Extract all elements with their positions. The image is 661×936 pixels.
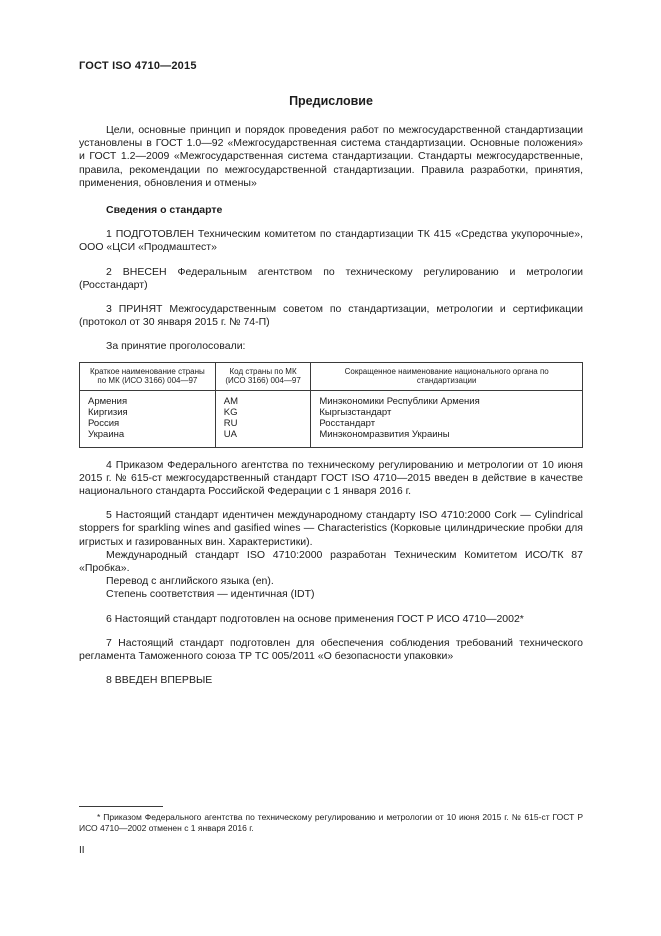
cell-code: UA <box>215 429 311 447</box>
standard-info-item-5-translation: Перевод с английского языка (en). <box>106 575 274 588</box>
voting-intro-line: За принятие проголосовали: <box>106 340 246 353</box>
table-header-row <box>80 362 583 390</box>
voting-table <box>79 362 583 448</box>
cell-country: Украина <box>80 429 216 447</box>
table-row <box>80 407 583 418</box>
footnote-block <box>79 806 583 834</box>
table-row <box>80 390 583 407</box>
footnote-divider <box>79 806 163 807</box>
standard-info-item-3: 3 ПРИНЯТ Межгосударственным советом по стандартизации, метрологии и сертификации (протокол от 30 января 2015 г. № 74-П) <box>79 303 583 329</box>
standard-info-item-5-developer: Международный стандарт ISO 4710:2000 разработан Техническим Комитетом ИСО/ТК 87 «Пробка». <box>79 548 583 575</box>
standard-info-item-6: 6 Настоящий стандарт подготовлен на основе применения ГОСТ Р ИСО 4710—2002* <box>106 612 524 625</box>
cell-body: Росстандарт <box>311 418 583 429</box>
page-number: II <box>79 845 85 856</box>
standard-info-item-4: 4 Приказом Федерального агентства по техническому регулированию и метрологии от 10 июня 2015 г. № 615-ст межгосударственный стандарт ГОСТ ISO 4710—2015 введен в действие в качестве национального стандарта Российской Федерации с 1 января 2016 г. <box>79 458 583 498</box>
document-content <box>79 60 583 687</box>
footnote-text: * Приказом Федерального агентства по техническому регулированию и метрологии от 10 июня 2015 г. № 615-ст ГОСТ Р ИСО 4710—2002 отменен с 1 января 2016 г. <box>79 812 583 833</box>
table-header-national-body: Сокращенное наименование национального органа по стандартизации <box>311 362 583 390</box>
table-row <box>80 429 583 447</box>
standard-info-item-5-conformity: Степень соответствия — идентичная (IDT) <box>106 588 315 601</box>
standard-info-item-8: 8 ВВЕДЕН ВПЕРВЫЕ <box>106 674 213 687</box>
cell-body: Минэкономики Республики Армения <box>311 390 583 407</box>
cell-body: Кыргызстандарт <box>311 407 583 418</box>
cell-code: RU <box>215 418 311 429</box>
voting-table-head <box>80 362 583 390</box>
cell-country: Армения <box>80 390 216 407</box>
table-header-country-code: Код страны по МК (ИСО 3166) 004—97 <box>215 362 311 390</box>
cell-code: KG <box>215 407 311 418</box>
cell-body: Минэкономразвития Украины <box>311 429 583 447</box>
cell-country: Россия <box>80 418 216 429</box>
cell-country: Киргизия <box>80 407 216 418</box>
standard-info-item-7: 7 Настоящий стандарт подготовлен для обеспечения соблюдения требований технического регламента Таможенного союза ТР ТС 005/2011 «О безопасности упаковки» <box>79 636 583 663</box>
voting-table-body <box>80 390 583 447</box>
page-title: Предисловие <box>289 94 373 108</box>
foreword-intro-paragraph: Цели, основные принцип и порядок проведения работ по межгосударственной стандартизации установлены в ГОСТ 1.0—92 «Межгосударственная система стандартизации. Основные положения» и ГОСТ 1.2—2009 «Межгосударственная система стандартизации. Стандарты межгосударственные, правила, рекомендации по межгосударственной стандартизации. Правила разработки, принятия, применения, обновления и отмены» <box>79 124 583 189</box>
standard-info-heading: Сведения о стандарте <box>106 204 223 217</box>
standard-info-item-5: 5 Настоящий стандарт идентичен международному стандарту ISO 4710:2000 Cork — Cylindrical stoppers for sparkling wines and gasified wines — Characteristics (Корковые цилиндрические пробки для игристых и газированных вин. Характеристики). <box>79 509 583 548</box>
table-row <box>80 418 583 429</box>
table-header-country-name: Краткое наименование страны по МК (ИСО 3166) 004—97 <box>80 362 216 390</box>
standard-info-item-2: 2 ВНЕСЕН Федеральным агентством по техническому регулированию и метрологии (Росстандарт) <box>79 265 583 291</box>
standard-info-item-1: 1 ПОДГОТОВЛЕН Техническим комитетом по стандартизации ТК 415 «Средства укупорочные», ООО «ЦСИ «Продмаштест» <box>79 228 583 254</box>
document-number-header: ГОСТ ISO 4710—2015 <box>79 60 197 72</box>
cell-code: AM <box>215 390 311 407</box>
